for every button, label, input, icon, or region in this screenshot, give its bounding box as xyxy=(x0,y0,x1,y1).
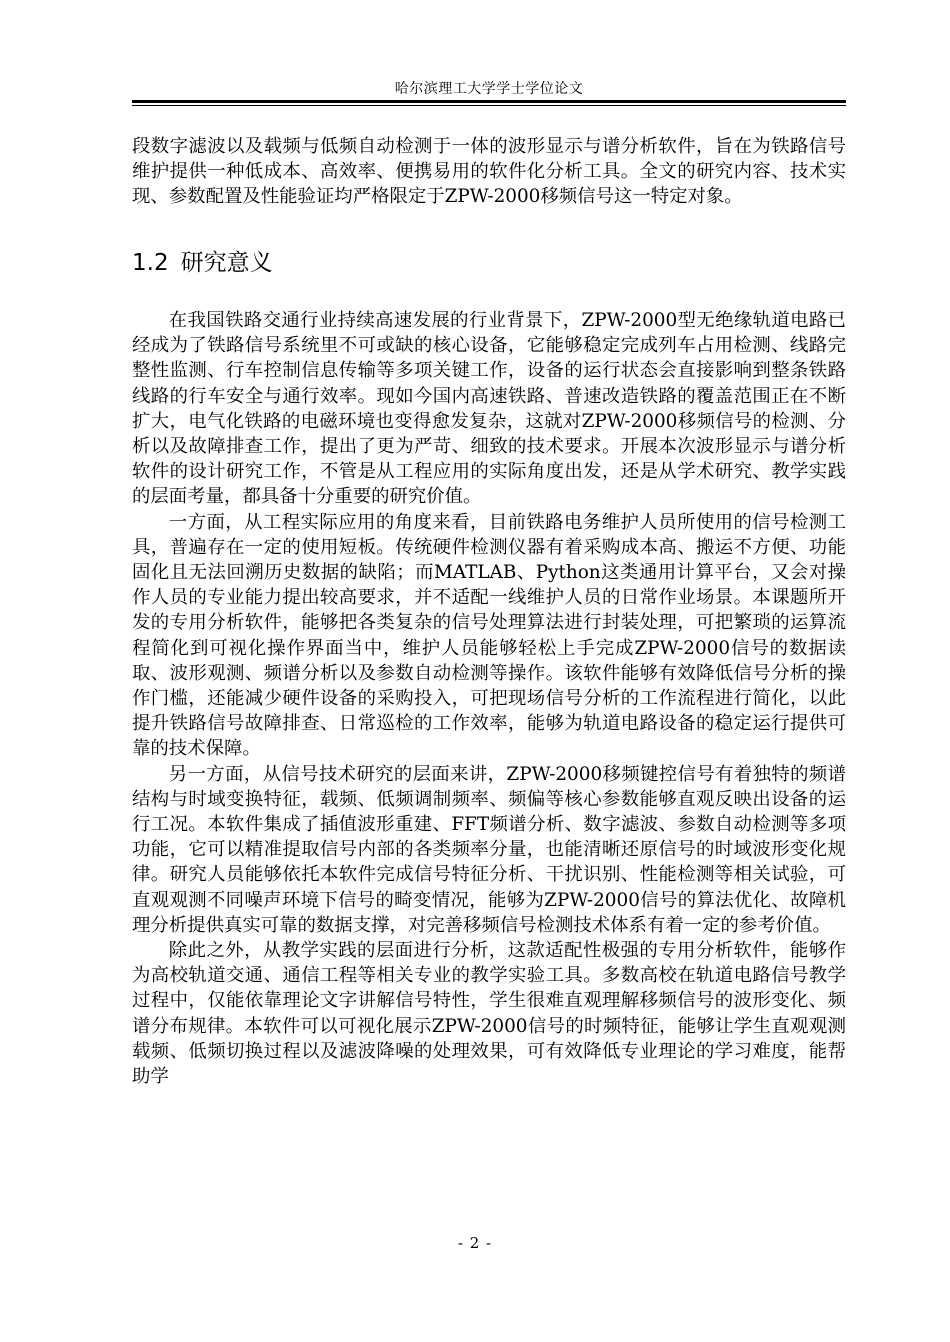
section-title: 研究意义 xyxy=(180,250,273,276)
section-number: 1.2 xyxy=(132,250,169,276)
body-paragraph: 在我国铁路交通行业持续高速发展的行业背景下，ZPW-2000型无绝缘轨道电路已经成为了铁路信号系统里不可或缺的核心设备，它能够稳定完成列车占用检测、线路完整性监测、行车控制信息传输等多项关键工作，设备的运行状态会直接影响到整条铁路线路的行车安全与通行效率。现如今国内高速铁路、普速改造铁路的覆盖范围正在不断扩大，电气化铁路的电磁环境也变得愈发复杂，这就对ZPW-2000移频信号的检测、分析以及故障排查工作，提出了更为严苛、细致的技术要求。开展本次波形显示与谱分析软件的设计研究工作，不管是从工程应用的实际角度出发，还是从学术研究、教学实践的层面考量，都具备十分重要的研究价值。 xyxy=(132,310,846,508)
body-paragraph: 除此之外，从教学实践的层面进行分析，这款适配性极强的专用分析软件，能够作为高校轨道交通、通信工程等相关专业的教学实验工具。多数高校在轨道电路信号教学过程中，仅能依靠理论文字讲解信号特性，学生很难直观理解移频信号的波形变化、频谱分布规律。本软件可以可视化展示ZPW-2000信号的时频特征，能够让学生直观观测载频、低频切换过程以及滤波降噪的处理效果，可有效降低专业理论的学习难度，能帮助学 xyxy=(132,940,846,1088)
header-rule-thick xyxy=(132,100,846,103)
section-body xyxy=(132,308,846,1089)
body-paragraph: 另一方面，从信号技术研究的层面来讲，ZPW-2000移频键控信号有着独特的频谱结构与时域变换特征，载频、低频调制频率、频偏等核心参数能够直观反映出设备的运行工况。本软件集成了插值波形重建、FFT频谱分析、数字滤波、参数自动检测等多项功能，它可以精准提取信号内部的各类频率分量，也能清晰还原信号的时域波形变化规律。研究人员能够依托本软件完成信号特征分析、干扰识别、性能检测等相关试验，可直观观测不同噪声环境下信号的畸变情况，能够为ZPW-2000信号的算法优化、故障机理分析提供真实可靠的数据支撑，对完善移频信号检测技术体系有着一定的参考价值。 xyxy=(132,763,846,936)
body-paragraph: 一方面，从工程实际应用的角度来看，目前铁路电务维护人员所使用的信号检测工具，普遍存在一定的使用短板。传统硬件检测仪器有着采购成本高、搬运不方便、功能固化且无法回溯历史数据的缺陷；而MATLAB、Python这类通用计算平台，又会对操作人员的专业能力提出较高要求，并不适配一线维护人员的日常作业场景。本课题所开发的专用分析软件，能够把各类复杂的信号处理算法进行封装处理，可把繁琐的运算流程简化到可视化操作界面当中，维护人员能够轻松上手完成ZPW-2000信号的数据读取、波形观测、频谱分析以及参数自动检测等操作。该软件能够有效降低信号分析的操作门槛，还能减少硬件设备的采购投入，可把现场信号分析的工作流程进行简化，以此提升铁路信号故障排查、日常巡检的工作效率，能够为轨道电路设备的稳定运行提供可靠的技术保障。 xyxy=(132,511,846,760)
lead-paragraph-block xyxy=(132,134,846,210)
header-rule-thin xyxy=(132,105,846,106)
section-heading xyxy=(132,248,273,278)
running-header: 哈尔滨理工大学学士学位论文 xyxy=(394,81,584,97)
page-number: - 2 - xyxy=(457,1234,493,1252)
lead-paragraph: 段数字滤波以及载频与低频自动检测于一体的波形显示与谱分析软件，旨在为铁路信号维护提供一种低成本、高效率、便携易用的软件化分析工具。全文的研究内容、技术实现、参数配置及性能验证均严格限定于ZPW-2000移频信号这一特定对象。 xyxy=(132,136,846,208)
